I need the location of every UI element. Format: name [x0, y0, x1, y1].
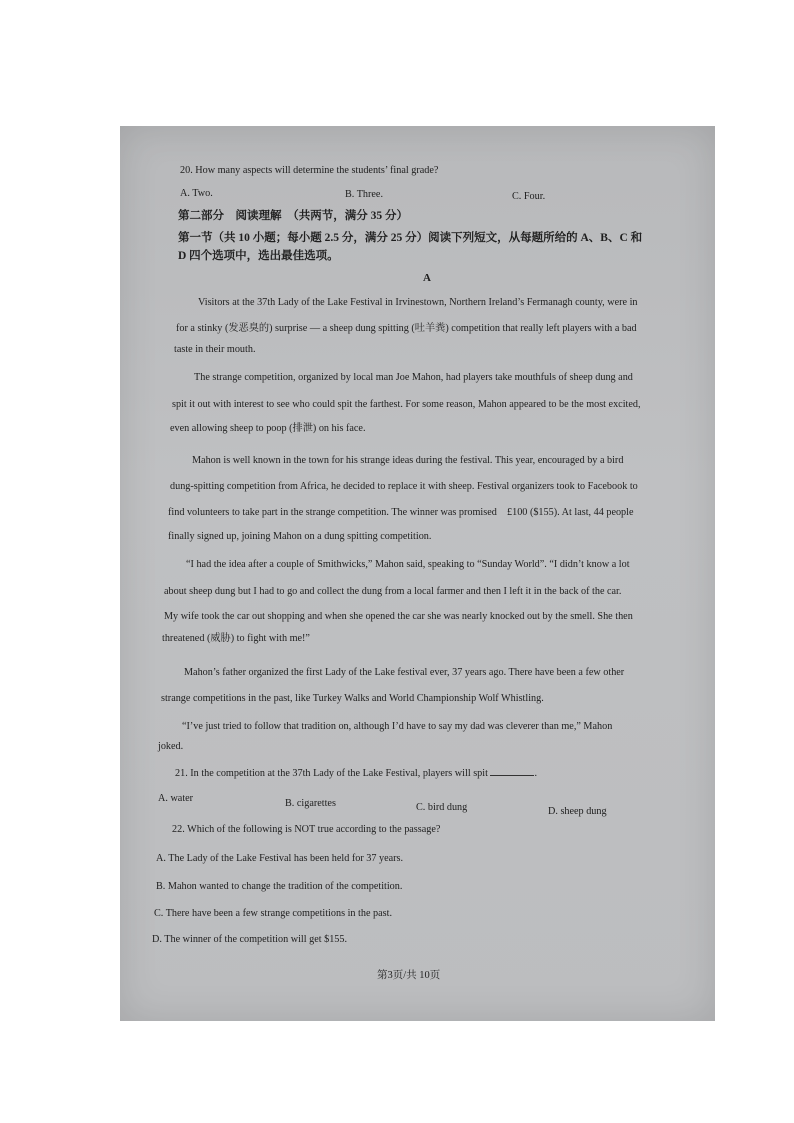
part2-title: 第二部分 阅读理解 （共两节，满分 35 分） — [178, 210, 408, 222]
q22-option-a: A. The Lady of the Lake Festival has been held for 37 years. — [156, 853, 404, 864]
passage-line: spit it out with interest to see who could spit the farthest. For some reason, Mahon appeared to be the most excited, — [172, 399, 641, 410]
passage-line: taste in their mouth. — [174, 344, 256, 355]
q21-option-a: A. water — [158, 793, 194, 804]
passage-line: finally signed up, joining Mahon on a dung spitting competition. — [168, 531, 432, 542]
q21-answer-blank — [490, 766, 534, 776]
passage-line: Visitors at the 37th Lady of the Lake Festival in Irvinestown, Northern Ireland’s Fermanagh county, were in — [198, 297, 638, 308]
q20-option-c: C. Four. — [512, 191, 546, 202]
q22-option-b: B. Mahon wanted to change the tradition of the competition. — [156, 881, 403, 892]
passage-line: joked. — [158, 741, 184, 752]
q21-option-c: C. bird dung — [416, 802, 468, 813]
passage-line: for a stinky (发恶臭的) surprise — a sheep dung spitting (吐羊粪) competition that really left players with a bad — [176, 323, 637, 334]
q20-question: 20. How many aspects will determine the students’ final grade? — [180, 165, 439, 176]
part2-instruction-line1: 第一节（共 10 小题；每小题 2.5 分，满分 25 分）阅读下列短文，从每题所给的 A、B、C 和 — [178, 232, 643, 244]
q22-option-d: D. The winner of the competition will get $155. — [152, 934, 348, 945]
passage-line: Mahon is well known in the town for his strange ideas during the festival. This year, encouraged by a bird — [192, 455, 624, 466]
exam-page-photo — [120, 126, 715, 1021]
q21-question-end: . — [534, 768, 538, 779]
q21-question — [175, 766, 537, 780]
passage-line: even allowing sheep to poop (排泄) on his face. — [170, 423, 366, 434]
passage-line: Mahon’s father organized the first Lady of the Lake festival ever, 37 years ago. There have been a few other — [184, 667, 625, 678]
passage-line: find volunteers to take part in the strange competition. The winner was promised £100 ($155). At last, 44 people — [168, 507, 634, 518]
passage-line: The strange competition, organized by local man Joe Mahon, had players take mouthfuls of sheep dung and — [194, 372, 633, 383]
q22-option-c: C. There have been a few strange competitions in the past. — [154, 908, 393, 919]
passage-line: dung-spitting competition from Africa, he decided to replace it with sheep. Festival organizers took to Facebook to — [170, 481, 638, 492]
passage-line: threatened (威胁) to fight with me!” — [162, 633, 310, 644]
passage-line: about sheep dung but I had to go and collect the dung from a local farmer and then I left it in the back of the car. — [164, 586, 622, 597]
q21-option-b: B. cigarettes — [285, 798, 336, 809]
q21-question-text: 21. In the competition at the 37th Lady of the Lake Festival, players will spit — [175, 768, 488, 779]
passage-label: A — [423, 272, 431, 284]
part2-instruction-line2: D 四个选项中，选出最佳选项。 — [178, 250, 339, 262]
passage-line: My wife took the car out shopping and when she opened the car she was nearly knocked out by the smell. She then — [164, 611, 633, 622]
q20-option-a: A. Two. — [180, 188, 213, 199]
passage-line: “I had the idea after a couple of Smithwicks,” Mahon said, speaking to “Sunday World”. “I didn’t know a lot — [186, 559, 630, 570]
q20-option-b: B. Three. — [345, 189, 384, 200]
q21-option-d: D. sheep dung — [548, 806, 607, 817]
page-number-footer: 第3页/共 10页 — [377, 970, 441, 981]
passage-line: strange competitions in the past, like Turkey Walks and World Championship Wolf Whistling. — [161, 693, 544, 704]
q22-question: 22. Which of the following is NOT true according to the passage? — [172, 824, 441, 835]
passage-line: “I’ve just tried to follow that tradition on, although I’d have to say my dad was cleverer than me,” Mahon — [182, 721, 613, 732]
